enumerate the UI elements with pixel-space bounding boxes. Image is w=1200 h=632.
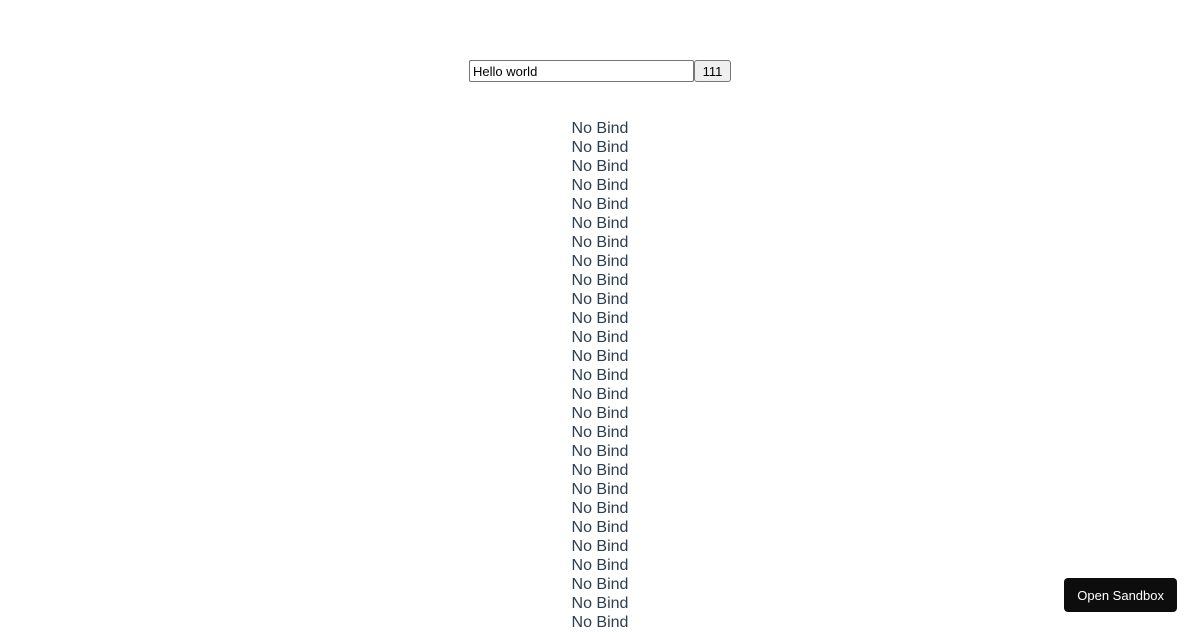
- list-item: No Bind: [0, 499, 1200, 518]
- list-item: No Bind: [0, 214, 1200, 233]
- list-item: No Bind: [0, 176, 1200, 195]
- list-item: No Bind: [0, 271, 1200, 290]
- list-item: No Bind: [0, 385, 1200, 404]
- list-item: No Bind: [0, 613, 1200, 632]
- list-item: No Bind: [0, 423, 1200, 442]
- list-item: No Bind: [0, 556, 1200, 575]
- open-sandbox-button[interactable]: Open Sandbox: [1064, 578, 1177, 612]
- list-item: No Bind: [0, 252, 1200, 271]
- item-list: [0, 119, 1200, 632]
- list-item: No Bind: [0, 594, 1200, 613]
- input-form: [469, 60, 731, 82]
- list-item: No Bind: [0, 290, 1200, 309]
- list-item: No Bind: [0, 461, 1200, 480]
- count-button[interactable]: 111: [694, 60, 731, 82]
- list-item: No Bind: [0, 366, 1200, 385]
- list-item: No Bind: [0, 233, 1200, 252]
- list-item: No Bind: [0, 480, 1200, 499]
- list-item: No Bind: [0, 119, 1200, 138]
- list-item: No Bind: [0, 404, 1200, 423]
- text-input[interactable]: [469, 60, 694, 82]
- list-item: No Bind: [0, 138, 1200, 157]
- list-item: No Bind: [0, 518, 1200, 537]
- list-item: No Bind: [0, 442, 1200, 461]
- list-item: No Bind: [0, 195, 1200, 214]
- list-item: No Bind: [0, 328, 1200, 347]
- list-item: No Bind: [0, 347, 1200, 366]
- list-item: No Bind: [0, 575, 1200, 594]
- list-item: No Bind: [0, 537, 1200, 556]
- list-item: No Bind: [0, 157, 1200, 176]
- list-item: No Bind: [0, 309, 1200, 328]
